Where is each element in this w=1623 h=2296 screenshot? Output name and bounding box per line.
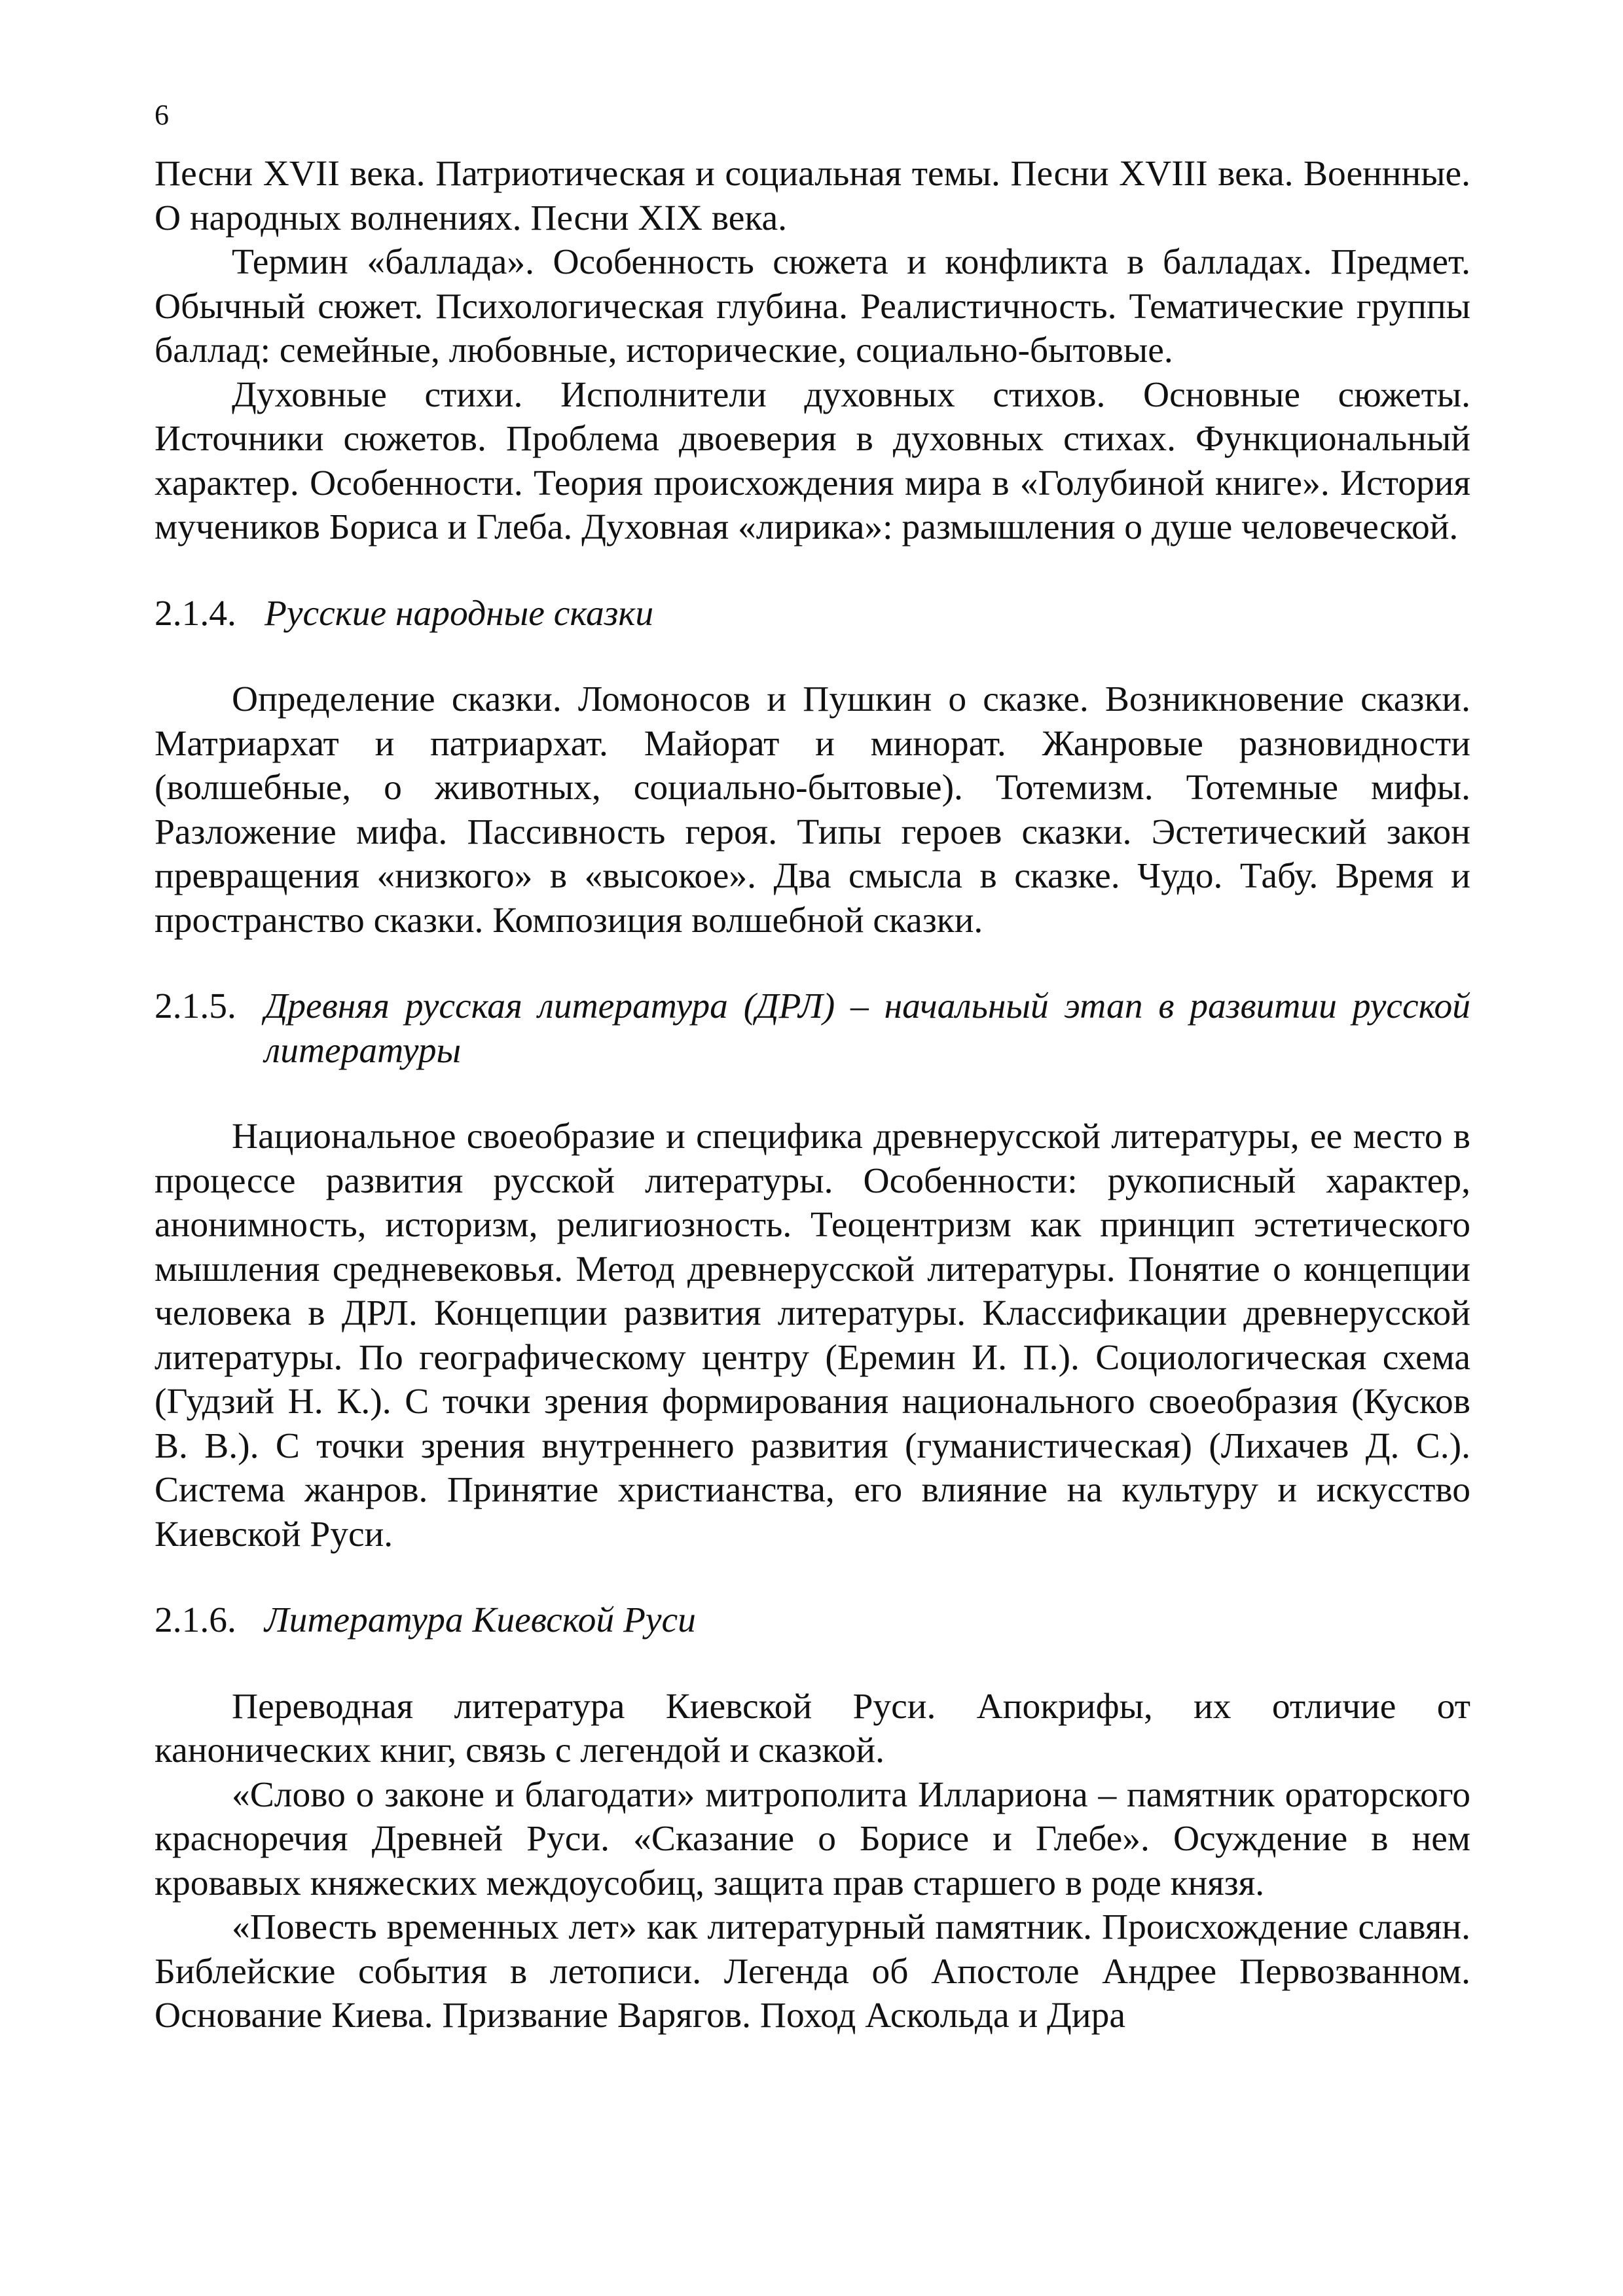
section-2-1-5-paragraph-1: Национальное своеобразие и специфика древнерусской литературы, ее место в процессе развития русской литературы. Особенности: рукописный характер, анонимность, историзм, религиозность. Теоцентризм как принцип эстетического мышления средневековья. Метод древнерусской литературы. Понятие о концепции человека в ДРЛ. Концепции развития литературы. Классификации древнерусской литературы. По географическому центру (Еремин И. П.). Социологическая схема (Гудзий Н. К.). С точки зрения формирования национального своеобразия (Кусков В. В.). С точки зрения внутреннего развития (гуманистическая) (Лихачев Д. С.). Система жанров. Принятие христианства, его влияние на культуру и искусство Киевской Руси. bbox=[155, 1117, 1470, 1554]
page-number: 6 bbox=[155, 99, 169, 131]
section-heading-2-1-5 bbox=[155, 984, 1470, 1073]
section-2-1-4-paragraph-1: Определение сказки. Ломоносов и Пушкин о сказке. Возникновение сказки. Матриархат и патриархат. Майорат и минорат. Жанровые разновидности (волшебные, о животных, социально-бытовые). Тотемизм. Тотемные мифы. Разложение мифа. Пассивность героя. Типы героев сказки. Эстетический закон превращения «низкого» в «высокое». Два смысла в сказке. Чудо. Табу. Время и пространство сказки. Композиция волшебной сказки. bbox=[155, 679, 1470, 941]
section-number: 2.1.4. bbox=[155, 593, 236, 634]
section-2-1-6-paragraph-3: «Повесть временных лет» как литературный памятник. Происхождение славян. Библейские события в летописи. Легенда об Апостоле Андрее Первозванном. Основание Киева. Призвание Варягов. Поход Аскольда и Дира bbox=[155, 1907, 1470, 2036]
intro-paragraph-3: Духовные стихи. Исполнители духовных стихов. Основные сюжеты. Источники сюжетов. Проблема двоеверия в духовных стихах. Функциональный характер. Особенности. Теория происхождения мира в «Голубиной книге». История мучеников Бориса и Глеба. Духовная «лирика»: размышления о душе человеческой. bbox=[155, 374, 1470, 547]
document-body bbox=[155, 152, 1470, 2038]
section-title: Древняя русская литература (ДРЛ) – начальный этап в развитии русской литературы bbox=[264, 986, 1470, 1071]
section-title: Русские народные сказки bbox=[264, 593, 654, 634]
section-title: Литература Киевской Руси bbox=[264, 1600, 696, 1640]
intro-paragraph-2: Термин «баллада». Особенность сюжета и конфликта в балладах. Предмет. Обычный сюжет. Психологическая глубина. Реалистичность. Тематические группы баллад: семейные, любовные, исторические, социально-бытовые. bbox=[155, 242, 1470, 370]
section-2-1-6-paragraph-2: «Слово о законе и благодати» митрополита Иллариона – памятник ораторского красноречия Древней Руси. «Сказание о Борисе и Глебе». Осуждение в нем кровавых княжеских междоусобиц, защита прав старшего в роде князя. bbox=[155, 1774, 1470, 1903]
section-heading-2-1-4 bbox=[155, 592, 1470, 636]
section-number: 2.1.6. bbox=[155, 1600, 236, 1640]
section-2-1-6-paragraph-1: Переводная литература Киевской Руси. Апокрифы, их отличие от канонических книг, связь с легендой и сказкой. bbox=[155, 1686, 1470, 1770]
section-heading-2-1-6 bbox=[155, 1598, 1470, 1643]
section-number: 2.1.5. bbox=[155, 986, 236, 1026]
intro-paragraph-1: Песни XVII века. Патриотическая и социальная темы. Песни XVIII века. Военнные. О народных волнениях. Песни XIX века. bbox=[155, 154, 1470, 238]
